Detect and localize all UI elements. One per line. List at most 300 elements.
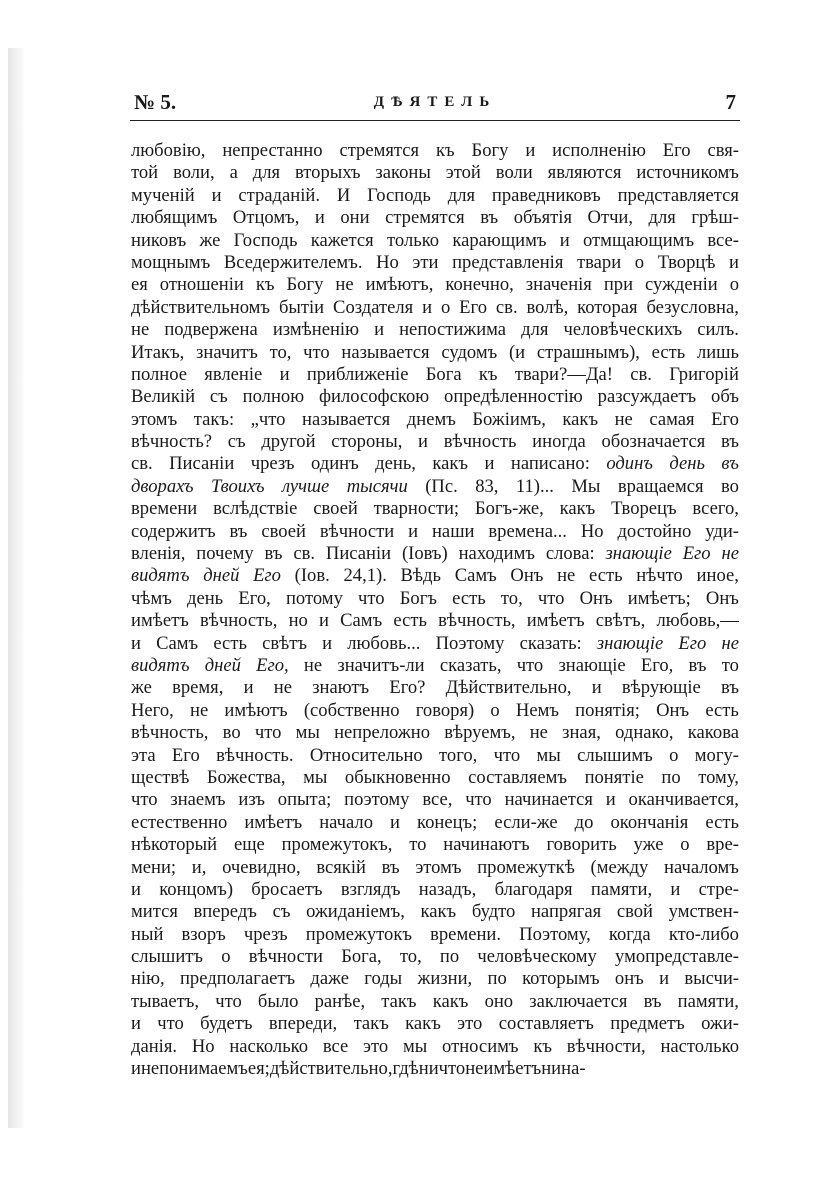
- word: въ: [480, 207, 499, 229]
- word: Отчи,: [587, 207, 634, 229]
- word: слышимъ: [577, 744, 653, 766]
- word: но: [288, 610, 308, 632]
- word: Мы: [571, 475, 601, 497]
- word: естественно: [131, 811, 228, 833]
- text-line: [131, 521, 739, 543]
- text-line: [131, 1013, 739, 1035]
- word: непреложно: [334, 722, 430, 744]
- word: вѣчность.: [216, 744, 294, 766]
- word: которымъ: [522, 968, 600, 990]
- word: Божества,: [206, 766, 286, 788]
- word: въ: [229, 520, 248, 542]
- word: лучше: [281, 475, 330, 497]
- word: времени.: [430, 923, 502, 945]
- word: Самъ: [156, 632, 199, 654]
- text-line: [131, 162, 739, 184]
- word: человѣческихъ: [563, 319, 683, 341]
- page-edge-shadow: [8, 48, 26, 1128]
- word: и: [670, 878, 681, 900]
- word: приближеніе: [306, 363, 409, 385]
- word: окончанія: [610, 811, 689, 833]
- word: и: [131, 878, 141, 900]
- word: вѣчности,: [566, 1035, 646, 1057]
- word: заключается: [529, 990, 628, 1012]
- word: знающіе: [605, 543, 672, 565]
- word: въ: [688, 654, 707, 676]
- word: Поэтому: [435, 632, 505, 654]
- word: какъ: [562, 408, 599, 430]
- word: есть: [393, 610, 427, 632]
- word: волѣ,: [526, 296, 569, 318]
- text-line: [131, 185, 739, 207]
- word: такъ: [353, 1013, 389, 1035]
- word: ея;: [247, 1058, 270, 1080]
- word: (Іовъ): [401, 543, 448, 565]
- word: отношеніи: [159, 274, 244, 296]
- word: чѣмъ: [131, 587, 172, 609]
- text-line: [131, 991, 739, 1013]
- word: и: [591, 677, 602, 699]
- word: Богъ: [399, 587, 437, 609]
- word: вслѣдствіе: [213, 498, 298, 520]
- journal-title: ДѢЯТЕЛЬ: [373, 94, 497, 110]
- word: потому: [285, 587, 343, 609]
- word: и: [484, 453, 495, 475]
- word: и: [319, 610, 329, 632]
- word: вре-: [706, 834, 739, 856]
- word: къ: [435, 140, 455, 161]
- word: своей: [313, 498, 358, 520]
- word: Онъ: [579, 587, 613, 609]
- text-line: [131, 767, 739, 789]
- word: имѣетъ: [244, 811, 303, 833]
- word: Его: [171, 744, 200, 766]
- word: 11)...: [515, 475, 554, 497]
- word: могу-: [694, 744, 739, 766]
- word: какъ: [420, 901, 457, 923]
- word: воли,: [173, 162, 215, 184]
- word: къ: [478, 363, 498, 385]
- text-line: [131, 633, 739, 655]
- word: Григорій: [669, 363, 739, 385]
- word: непостижима: [399, 319, 507, 341]
- word: философскою: [318, 386, 430, 408]
- word: и: [422, 296, 433, 318]
- word: вѣчности: [319, 520, 395, 542]
- word: и: [659, 968, 670, 990]
- word: Божіимъ,: [472, 408, 546, 430]
- word: будетъ: [200, 1013, 253, 1035]
- word: Писаніи: [325, 543, 392, 565]
- word: Твоихъ: [211, 475, 265, 497]
- word: и: [605, 789, 616, 811]
- word: въ: [264, 543, 283, 565]
- word: слова:: [545, 543, 595, 565]
- word: для: [447, 184, 476, 206]
- word: той: [131, 162, 159, 184]
- word: для: [521, 319, 549, 341]
- word: почему: [196, 543, 254, 565]
- word: сужденіи: [645, 274, 718, 296]
- word: твари?—Да!: [514, 363, 613, 385]
- word: время,: [172, 677, 224, 699]
- word: иное,: [696, 565, 739, 587]
- word: Создателя: [333, 296, 414, 318]
- word: начинается: [504, 789, 593, 811]
- word: это: [457, 1013, 483, 1035]
- word: предметъ: [610, 1013, 685, 1035]
- article-body: [131, 140, 739, 1080]
- word: къ: [255, 274, 275, 296]
- word: праведниковъ: [491, 184, 601, 206]
- word: во: [222, 722, 241, 744]
- word: Онъ: [510, 565, 544, 587]
- text-line: [131, 834, 739, 856]
- word: впереди,: [268, 1013, 338, 1035]
- text-line: [131, 700, 739, 722]
- text-line: [131, 342, 739, 364]
- word: что: [215, 990, 242, 1012]
- word: никовъ: [131, 229, 187, 251]
- word: видятъ: [131, 654, 190, 676]
- word: же: [199, 229, 221, 251]
- word: не: [140, 1058, 160, 1080]
- word: и: [243, 677, 254, 699]
- word: бытіи: [278, 296, 325, 318]
- word: времена...: [488, 520, 567, 542]
- word: кажется: [310, 229, 374, 251]
- word: еще: [233, 834, 265, 856]
- word: дворахъ: [131, 475, 194, 497]
- word: и: [559, 229, 570, 251]
- word: Его: [682, 543, 711, 565]
- word: то: [721, 654, 739, 676]
- word: взоръ: [181, 923, 226, 945]
- word: съ: [272, 901, 291, 923]
- word: Его,: [256, 654, 289, 676]
- word: сказать,: [439, 654, 502, 676]
- word: какъ: [559, 498, 596, 520]
- word: Его: [678, 632, 707, 654]
- word: и: [131, 1013, 141, 1035]
- word: твари: [577, 251, 622, 273]
- word: уже: [633, 834, 664, 856]
- word: Немъ: [515, 699, 559, 721]
- word: нію,: [131, 968, 165, 990]
- word: и: [322, 632, 333, 654]
- word: вѣчность?: [131, 431, 213, 453]
- word: Вседержителемъ.: [223, 251, 363, 273]
- word: не: [335, 274, 354, 296]
- word: этой: [445, 162, 481, 184]
- word: дней: [203, 565, 240, 587]
- word: напрягая: [530, 901, 602, 923]
- page-header: [130, 90, 740, 121]
- word: и: [131, 1058, 141, 1080]
- word: разсуждаетъ: [597, 386, 697, 408]
- word: для: [648, 207, 676, 229]
- word: и: [408, 520, 419, 542]
- word: Него,: [131, 699, 174, 721]
- word: въ: [721, 453, 739, 475]
- text-line: [131, 319, 739, 341]
- word: имѣетъ: [526, 610, 585, 632]
- word: значитъ: [196, 341, 258, 363]
- word: дней: [204, 654, 241, 676]
- text-line: [131, 677, 739, 699]
- word: и: [729, 251, 739, 273]
- word: опыта;: [277, 789, 332, 811]
- word: называется: [341, 341, 430, 363]
- word: Господь: [233, 229, 298, 251]
- word: и: [131, 632, 141, 654]
- word: конецъ;: [417, 811, 478, 833]
- word: самая: [649, 408, 695, 430]
- word: ни: [541, 1058, 562, 1080]
- word: концомъ): [159, 878, 234, 900]
- word: все-: [707, 229, 739, 251]
- word: что: [254, 722, 282, 744]
- word: Богъ-же,: [474, 498, 544, 520]
- word: Дѣйствительно,: [445, 677, 572, 699]
- word: Итакъ,: [131, 341, 185, 363]
- word: конечно,: [445, 274, 514, 296]
- word: этомъ: [415, 856, 462, 878]
- word: тому,: [698, 766, 739, 788]
- word: содержитъ: [131, 520, 216, 542]
- text-line: [131, 297, 739, 319]
- word: какъ: [432, 990, 469, 1012]
- word: ожиданіемъ,: [306, 901, 405, 923]
- word: насколько: [229, 1035, 309, 1057]
- word: въ: [643, 990, 662, 1012]
- word: назадъ,: [418, 878, 477, 900]
- word: судомъ: [441, 341, 498, 363]
- word: все,: [422, 789, 453, 811]
- word: одинъ: [606, 453, 653, 475]
- word: (и: [508, 341, 526, 363]
- word: всего,: [692, 498, 739, 520]
- text-line: [131, 1058, 739, 1080]
- word: все: [322, 1035, 349, 1057]
- word: имѣютъ: [224, 699, 288, 721]
- word: днемъ: [406, 408, 456, 430]
- word: вленія,: [131, 543, 186, 565]
- word: настолько: [660, 1035, 739, 1057]
- word: свой: [616, 901, 653, 923]
- word: что: [465, 789, 492, 811]
- word: Богу: [286, 274, 324, 296]
- text-line: [131, 722, 739, 744]
- word: годы: [364, 968, 403, 990]
- word: понятія;: [575, 699, 640, 721]
- word: вѣчности: [248, 946, 323, 968]
- word: памяти,: [590, 878, 653, 900]
- word: Онъ: [705, 587, 739, 609]
- word: не: [557, 565, 576, 587]
- word: (Іов.: [294, 565, 330, 587]
- word: Богу: [471, 140, 509, 161]
- word: имѣютъ,: [365, 274, 434, 296]
- word: на-: [561, 1058, 586, 1080]
- word: обозначается: [601, 431, 706, 453]
- word: есть: [651, 341, 686, 363]
- text-line: [131, 610, 739, 632]
- word: иногда: [532, 431, 586, 453]
- word: Онъ: [656, 699, 690, 721]
- word: а: [229, 162, 238, 184]
- word: любовь...: [347, 632, 421, 654]
- word: видятъ: [131, 565, 190, 587]
- text-line: [131, 409, 739, 431]
- issue-number: № 5.: [134, 90, 177, 114]
- word: предполагаетъ: [179, 968, 296, 990]
- word: „что: [250, 408, 286, 430]
- word: отмщающимъ: [583, 229, 695, 251]
- word: Господь: [367, 184, 431, 206]
- word: называется: [302, 408, 391, 430]
- word: есть: [452, 587, 486, 609]
- word: вѣчность,: [438, 610, 516, 632]
- word: другой: [261, 431, 316, 453]
- text-line: [131, 274, 739, 296]
- word: будто: [471, 901, 516, 923]
- word: нѣчто: [636, 565, 683, 587]
- word: по: [661, 766, 681, 788]
- word: тварности;: [373, 498, 460, 520]
- word: мы: [536, 744, 561, 766]
- word: любовію,: [131, 140, 206, 161]
- word: что: [157, 1013, 184, 1035]
- word: въ: [721, 677, 739, 699]
- word: такъ: [381, 990, 417, 1012]
- word: по: [439, 946, 460, 968]
- word: ный: [131, 923, 164, 945]
- word: и: [418, 431, 428, 453]
- word: одинъ: [310, 453, 359, 475]
- word: о: [440, 296, 451, 318]
- word: вѣруемъ,: [444, 722, 516, 744]
- word: есть: [705, 699, 739, 721]
- word: Творцѣ: [657, 251, 716, 273]
- word: св.: [131, 453, 153, 475]
- word: безусловна,: [646, 296, 739, 318]
- word: же: [131, 677, 152, 699]
- word: изъ: [238, 789, 265, 811]
- word: своей: [261, 520, 306, 542]
- word: какъ: [432, 453, 469, 475]
- word: эти: [412, 251, 439, 273]
- word: объ: [711, 386, 739, 408]
- text-line: [131, 789, 739, 811]
- word: очевидно,: [222, 856, 301, 878]
- word: мится: [131, 901, 178, 923]
- word: и: [279, 363, 290, 385]
- word: свя-: [707, 140, 739, 161]
- word: св.: [293, 543, 316, 565]
- word: вѣчность,: [131, 722, 209, 744]
- text-line: [131, 946, 739, 968]
- word: не: [190, 699, 209, 721]
- word: стре-: [698, 878, 739, 900]
- word: вѣчность,: [199, 610, 278, 632]
- text-line: [131, 655, 739, 677]
- word: Его: [711, 408, 739, 430]
- word: ничто: [418, 1058, 466, 1080]
- text-line: [131, 745, 739, 767]
- word: силъ.: [697, 319, 739, 341]
- word: начинаютъ: [443, 834, 530, 856]
- word: для: [252, 162, 281, 184]
- word: какова: [687, 722, 739, 744]
- word: полною: [242, 386, 305, 408]
- word: и: [211, 184, 222, 206]
- word: впередъ: [193, 901, 257, 923]
- text-line: [131, 565, 739, 587]
- word: лишь: [696, 341, 739, 363]
- word: высчи-: [684, 968, 739, 990]
- word: не: [614, 408, 633, 430]
- word: стороны,: [331, 431, 403, 453]
- word: не: [529, 722, 548, 744]
- text-line: [131, 140, 739, 162]
- word: уди-: [705, 520, 739, 542]
- word: объятія: [513, 207, 572, 229]
- word: это: [363, 1035, 389, 1057]
- word: Но: [376, 251, 399, 273]
- word: понимаемъ: [159, 1058, 248, 1080]
- word: времени: [131, 498, 198, 520]
- word: когда: [608, 923, 651, 945]
- word: этомъ: [131, 408, 178, 430]
- word: (Пс.: [425, 475, 458, 497]
- word: взглядъ: [340, 878, 401, 900]
- word: ожи-: [701, 1013, 739, 1035]
- word: мы: [295, 722, 320, 744]
- word: свѣтъ: [262, 632, 307, 654]
- word: 83,: [475, 475, 499, 497]
- word: сказать:: [519, 632, 582, 654]
- word: любовь,—: [656, 610, 739, 632]
- text-line: [131, 857, 739, 879]
- word: только: [387, 229, 440, 251]
- word: вѣчность: [443, 431, 517, 453]
- word: наши: [431, 520, 475, 542]
- text-line: [131, 207, 739, 229]
- text-line: [131, 364, 739, 386]
- word: дѣйствительномъ: [131, 296, 271, 318]
- word: имѣетъ: [131, 610, 189, 632]
- word: вѣрующіе: [621, 677, 701, 699]
- word: они: [340, 207, 370, 229]
- word: умопредставле-: [615, 946, 739, 968]
- word: обыкновенно: [344, 766, 451, 788]
- word: Его: [459, 296, 487, 318]
- word: нѣкоторый: [131, 834, 218, 856]
- word: что: [358, 587, 385, 609]
- word: Его,: [640, 654, 674, 676]
- word: (между: [590, 856, 649, 878]
- word: карающимъ: [452, 229, 547, 251]
- word: вращаемся: [617, 475, 704, 497]
- text-line: [131, 901, 739, 923]
- word: что: [303, 341, 330, 363]
- word: чрезъ: [250, 453, 295, 475]
- word: измѣненію: [272, 319, 359, 341]
- word: какъ: [405, 1013, 441, 1035]
- word: Относительно: [309, 744, 423, 766]
- word: благодаря: [494, 878, 573, 900]
